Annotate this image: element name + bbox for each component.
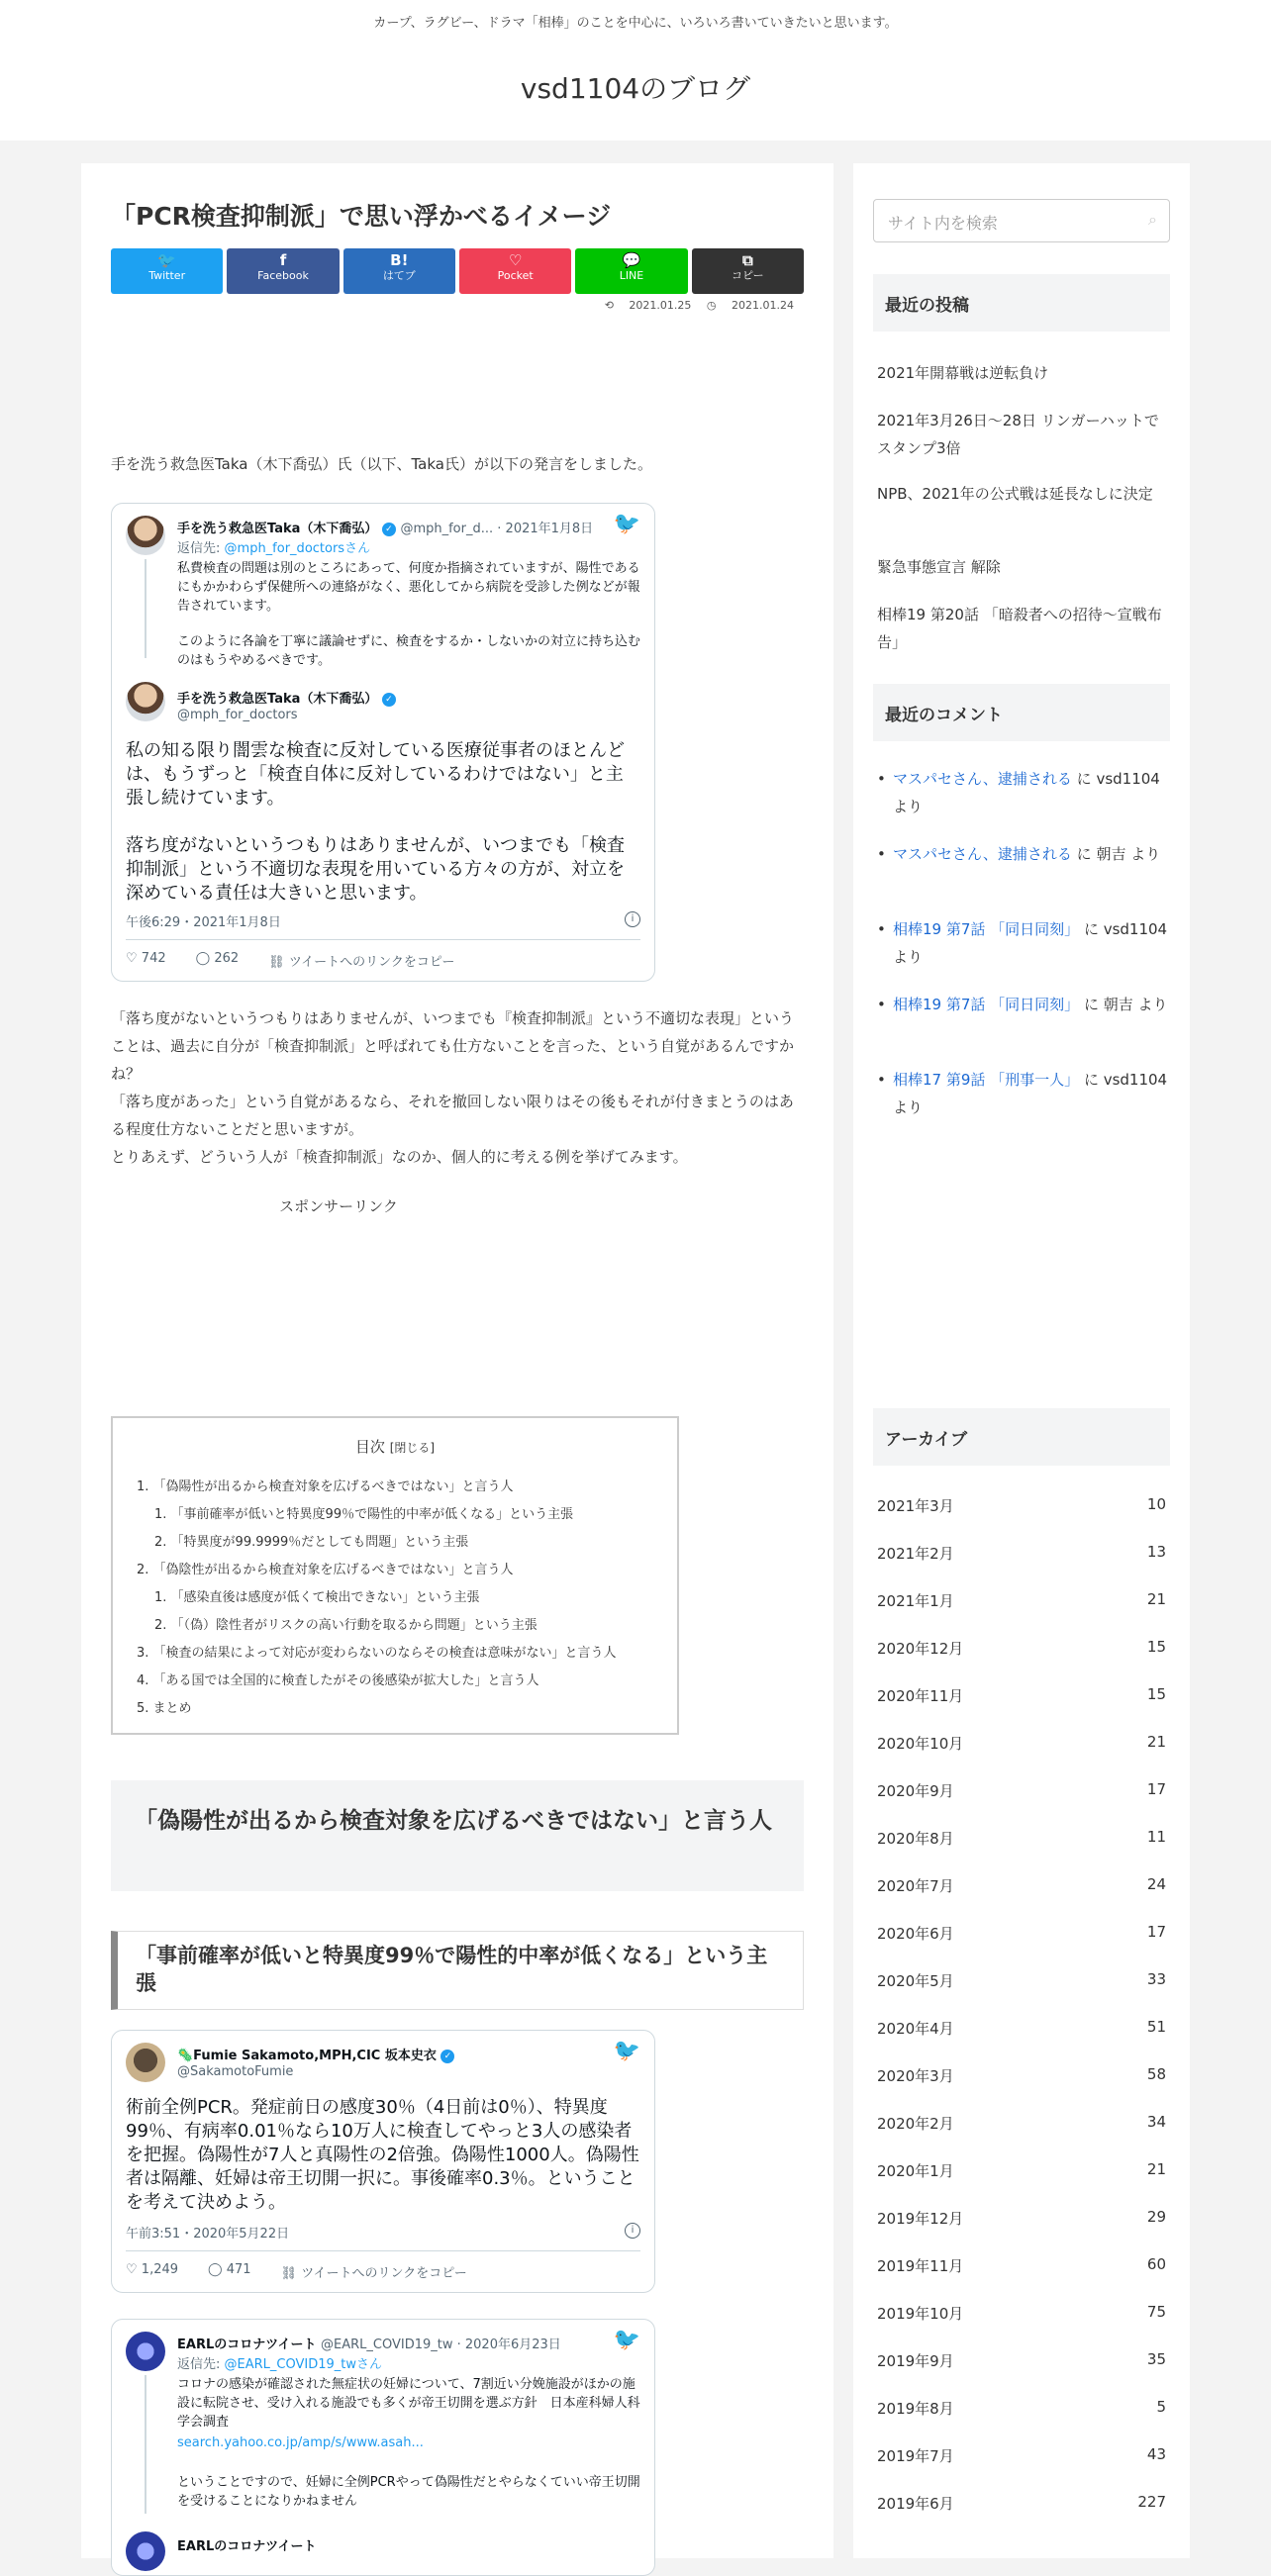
tweet-text-2: 落ち度がないというつもりはありませんが、いつまでも「検査抑制派」という不適切な表現を用いている方々の方が、対立を深めている責任は大きいと思います。 — [126, 835, 625, 904]
tweet-link[interactable]: search.yahoo.co.jp/amp/s/www.asah... — [177, 2435, 424, 2450]
archive-month: 2021年3月 — [877, 1497, 954, 1515]
site-title[interactable]: vsd1104のブログ — [520, 72, 751, 105]
toc-item[interactable]: 3. 「検査の結果によって対応が変わらないのならその検査は意味がない」と言う人 — [137, 1646, 617, 1661]
thread-line — [145, 559, 147, 658]
archive-month: 2020年7月 — [877, 1877, 954, 1895]
tweet-author[interactable]: EARLのコロナツイート — [177, 2539, 317, 2554]
share-button-twitter[interactable] — [111, 248, 223, 294]
copy-link-button[interactable]: ⛓ ツイートへのリンクをコピー — [268, 955, 455, 970]
share-label: LINE — [619, 269, 644, 282]
comment-post-link[interactable]: 相棒19 第7話 「同日同刻」 — [893, 920, 1080, 938]
archive-month: 2021年2月 — [877, 1545, 954, 1563]
toc-item[interactable]: 5. まとめ — [137, 1701, 192, 1716]
toc-toggle[interactable]: [閉じる] — [389, 1441, 436, 1455]
comment-post-link[interactable]: 相棒19 第7話 「同日同刻」 — [893, 996, 1080, 1013]
recent-post-link[interactable]: 2021年開幕戦は逆転負け — [877, 364, 1049, 382]
embedded-tweet-3[interactable] — [111, 2319, 655, 2576]
toc-item[interactable]: 1. 「偽陽性が出るから検査対象を広げるべきではない」と言う人 — [137, 1479, 514, 1494]
archive-month: 2021年1月 — [877, 1592, 954, 1610]
info-icon[interactable]: i — [625, 2223, 640, 2239]
table-of-contents — [111, 1416, 679, 1735]
archive-count: 60 — [1146, 2255, 1166, 2273]
archive-count: 58 — [1146, 2065, 1166, 2083]
archive-count: 5 — [1156, 2398, 1166, 2416]
tweet-author[interactable]: 🦠Fumie Sakamoto,MPH,CIC 坂本史衣 ✓ — [177, 2045, 454, 2063]
archive-item[interactable] — [877, 1685, 1166, 1706]
embedded-tweet-2[interactable] — [111, 2030, 655, 2293]
tweet-timestamp[interactable]: 午後6:29・2021年1月8日 — [126, 915, 281, 930]
entry-title: 「PCR検査抑制派」で思い浮かべるイメージ — [111, 202, 612, 231]
heart-icon: ♡ — [126, 951, 138, 966]
paragraph: とりあえず、どういう人が「検査抑制派」なのか、個人的に考える例を挙げてみます。 — [111, 1148, 688, 1166]
toc-item[interactable]: 2. 「（偽）陰性者がリスクの高い行動を取るから問題」という主張 — [154, 1618, 538, 1633]
recent-comment: • 相棒19 第7話 「同日同刻」 に vsd1104 より — [893, 915, 1170, 971]
twitter-bird-icon[interactable]: 🐦 — [613, 2328, 640, 2352]
avatar[interactable] — [126, 516, 165, 555]
share-label: Facebook — [257, 269, 309, 282]
share-button-はてブ[interactable] — [343, 248, 455, 294]
archive-item[interactable] — [877, 2018, 1166, 2039]
archive-item[interactable] — [877, 1543, 1166, 1564]
avatar[interactable] — [126, 682, 165, 721]
share-button-コピー[interactable] — [692, 248, 804, 294]
recent-post-link[interactable]: 緊急事態宣言 解除 — [877, 558, 1001, 576]
archive-item[interactable] — [877, 1638, 1166, 1659]
archive-count: 29 — [1146, 2208, 1166, 2226]
search-input[interactable]: サイト内を検索 ⌕ — [873, 199, 1170, 242]
archive-month: 2020年3月 — [877, 2067, 954, 2085]
share-button-facebook[interactable] — [227, 248, 339, 294]
archive-item[interactable] — [877, 1733, 1166, 1754]
toc-item[interactable]: 4. 「ある国では全国的に検査したがその後感染が拡大した」と言う人 — [137, 1673, 539, 1688]
toc-item[interactable]: 1. 「事前確率が低いと特異度99％で陽性的中率が低くなる」という主張 — [154, 1507, 574, 1522]
like-button[interactable]: ♡ 742 — [126, 951, 166, 966]
reply-tweet-text-2: このように各論を丁寧に議論せずに、検査をするか・しないかの対立に持ち込むのはもうやめるべきです。 — [177, 634, 641, 668]
archive-count: 17 — [1146, 1780, 1166, 1798]
archive-month: 2020年2月 — [877, 2115, 954, 2133]
avatar[interactable] — [126, 2332, 165, 2371]
thread-line — [145, 2375, 147, 2514]
archive-count: 24 — [1146, 1875, 1166, 1893]
pocket-icon: ♡ — [508, 251, 523, 269]
tweet-text-2: ということですので、妊婦に全例PCRやって偽陽性だとやらなくていい帝王切開を受けることになりかねません — [177, 2475, 640, 2509]
twitter-bird-icon[interactable]: 🐦 — [613, 2039, 640, 2063]
avatar[interactable] — [126, 2531, 165, 2571]
archive-count: 11 — [1146, 1828, 1166, 1846]
heart-icon: ♡ — [126, 2262, 138, 2277]
archive-item[interactable] — [877, 2255, 1166, 2276]
archive-count: 227 — [1137, 2493, 1166, 2511]
archive-item[interactable] — [877, 1923, 1166, 1944]
share-label: Twitter — [148, 269, 186, 282]
reply-to: 返信先: @EARL_COVID19_twさん — [177, 2357, 383, 2372]
tweet-author[interactable]: 手を洗う救急医Taka（木下喬弘） ✓ — [177, 688, 396, 707]
archive-month: 2020年10月 — [877, 1735, 964, 1753]
toc-item[interactable]: 1. 「感染直後は感度が低くて検出できない」という主張 — [154, 1590, 480, 1605]
archive-item[interactable] — [877, 2113, 1166, 2134]
section-heading: 「偽陽性が出るから検査対象を広げるべきではない」と言う人 — [111, 1780, 804, 1891]
reply-tweet-text-1: 私費検査の問題は別のところにあって、何度か指摘されていますが、陽性であるにもかかわらず保健所への連絡がなく、悪化してから病院を受診した例などが報告されています。 — [177, 561, 640, 614]
tweet-timestamp[interactable]: 午前3:51・2020年5月22日 — [126, 2227, 290, 2242]
archive-count: 15 — [1146, 1685, 1166, 1703]
tweet-actions — [126, 2262, 467, 2281]
share-label: はてブ — [382, 269, 416, 282]
archive-title: アーカイブ — [873, 1408, 1170, 1466]
archive-count: 75 — [1146, 2303, 1166, 2321]
archive-month: 2020年5月 — [877, 1972, 954, 1990]
archive-month: 2020年9月 — [877, 1782, 954, 1800]
comment-post-link[interactable]: マスパセさん、逮捕される — [893, 770, 1072, 788]
intro-paragraph: 手を洗う救急医Taka（木下喬弘）氏（以下、Taka氏）が以下の発言をしました。 — [111, 455, 652, 473]
recent-comments-title: 最近のコメント — [873, 684, 1170, 741]
sponsor-label: スポンサーリンク — [279, 1197, 398, 1215]
toc-item[interactable]: 2. 「偽陰性が出るから検査対象を広げるべきではない」と言う人 — [137, 1563, 514, 1577]
tweet-author[interactable]: 手を洗う救急医Taka（木下喬弘） ✓ @mph_for_d... · 2021年1月8日 — [177, 522, 594, 536]
archive-month: 2019年7月 — [877, 2447, 954, 2465]
recent-comment: • マスパセさん、逮捕される に vsd1104 より — [893, 765, 1170, 820]
reply-to: 返信先: @mph_for_doctorsさん — [177, 541, 371, 556]
archive-item[interactable] — [877, 1590, 1166, 1611]
archive-count: 43 — [1146, 2445, 1166, 2463]
line-icon: 💬 — [622, 251, 641, 269]
archive-month: 2020年11月 — [877, 1687, 964, 1705]
divider — [126, 939, 640, 940]
archive-item[interactable] — [877, 1828, 1166, 1849]
archive-count: 13 — [1146, 1543, 1166, 1561]
archive-month: 2019年11月 — [877, 2257, 964, 2275]
archive-count: 17 — [1146, 1923, 1166, 1941]
site-header — [0, 0, 1271, 141]
share-label: Pocket — [497, 269, 534, 282]
archive-item[interactable] — [877, 2398, 1166, 2419]
toc-title: 目次 [閉じる] — [354, 1438, 436, 1456]
archive-item[interactable] — [877, 2303, 1166, 2324]
archive-item[interactable] — [877, 1495, 1166, 1516]
archive-item[interactable] — [877, 1970, 1166, 1991]
archive-month: 2019年10月 — [877, 2305, 964, 2323]
embedded-tweet-1[interactable] — [111, 503, 655, 982]
archive-item[interactable] — [877, 2350, 1166, 2371]
archive-month: 2020年8月 — [877, 1830, 954, 1848]
archive-count: 34 — [1146, 2113, 1166, 2131]
archive-month: 2020年12月 — [877, 1640, 964, 1658]
copy-icon: ⧉ — [741, 251, 753, 269]
verified-icon: ✓ — [382, 523, 396, 536]
updated-date: ⟲ 2021.01.25 — [604, 299, 692, 312]
archive-item[interactable] — [877, 2493, 1166, 2514]
archive-count: 51 — [1146, 2018, 1166, 2036]
archive-count: 21 — [1146, 2160, 1166, 2178]
archive-item[interactable] — [877, 2160, 1166, 2181]
archive-item[interactable] — [877, 1780, 1166, 1801]
archive-month: 2019年8月 — [877, 2400, 954, 2418]
recent-post-link[interactable]: 相棒19 第20話 「暗殺者への招待～宣戦布告」 — [877, 606, 1162, 651]
reply-button[interactable]: ◯ 262 — [195, 951, 240, 966]
published-date: ◷ 2021.01.24 — [706, 299, 794, 312]
archive-item[interactable] — [877, 1875, 1166, 1896]
tweet-actions — [126, 951, 454, 970]
like-button[interactable]: ♡ 1,249 — [126, 2262, 179, 2277]
reply-button[interactable]: ◯ 471 — [208, 2262, 251, 2277]
recent-post-link[interactable]: NPB、2021年の公式戦は延長なしに決定 — [877, 485, 1153, 503]
archive-count: 21 — [1146, 1733, 1166, 1751]
twitter-bird-icon[interactable]: 🐦 — [613, 512, 640, 536]
tweet-text-1: コロナの感染が確認された無症状の妊婦について、7割近い分娩施設がほかの施設に転院させ、受け入れる施設でも多くが帝王切開を選ぶ方針 日本産科婦人科学会調査 — [177, 2377, 640, 2430]
tweet-handle: @SakamotoFumie — [177, 2064, 294, 2079]
comment-post-link[interactable]: 相棒17 第9話 「刑事一人」 — [893, 1071, 1080, 1089]
main-content — [81, 163, 833, 2558]
recent-comment: • 相棒17 第9話 「刑事一人」 に vsd1104 より — [893, 1066, 1170, 1121]
archive-month: 2020年4月 — [877, 2020, 954, 2038]
share-label: コピー — [732, 269, 764, 282]
paragraph: 「落ち度があった」という自覚があるなら、それを撤回しない限りはその後もそれが付きまとうのはある程度仕方ないことだと思いますが。 — [111, 1093, 794, 1138]
paragraph: 「落ち度がないというつもりはありませんが、いつまでも『検査抑制派』という不適切な表現」ということは、過去に自分が「検査抑制派」と呼ばれても仕方ないことを言った、という自覚があるんですかね？ — [111, 1009, 795, 1083]
archive-count: 21 — [1146, 1590, 1166, 1608]
tweet-text: 術前全例PCR。発症前日の感度30％（4日前は0％）、特異度99％、有病率0.01％なら10万人に検査してやっと3人の感染者を把握。偽陽性が7人と真陽性の2倍強。偽陽性1000人。偽陽性者は隔離、妊婦は帝王切開一択に。事後確率0.3％。ということを考えて決めよう。 — [126, 2097, 639, 2213]
recent-posts-title: 最近の投稿 — [873, 274, 1170, 332]
share-button-line[interactable] — [575, 248, 687, 294]
sidebar — [853, 163, 1190, 2558]
verified-icon: ✓ — [382, 693, 396, 707]
share-button-pocket[interactable] — [459, 248, 571, 294]
copy-link-button[interactable]: ⛓ ツイートへのリンクをコピー — [280, 2266, 467, 2281]
recent-post-link[interactable]: 2021年3月26日～28日 リンガーハットでスタンプ3倍 — [877, 412, 1159, 457]
archive-item[interactable] — [877, 2208, 1166, 2229]
recent-comment: • マスパセさん、逮捕される に 朝吉 より — [893, 840, 1170, 868]
link-icon: ⛓ — [268, 955, 285, 970]
hatena-icon: B! — [390, 251, 409, 269]
comment-post-link[interactable]: マスパセさん、逮捕される — [893, 845, 1072, 863]
archive-count: 10 — [1146, 1495, 1166, 1513]
archive-month: 2019年9月 — [877, 2352, 954, 2370]
search-icon[interactable]: ⌕ — [1148, 210, 1157, 229]
share-buttons — [111, 248, 804, 294]
avatar[interactable] — [126, 2043, 165, 2082]
archive-month: 2020年6月 — [877, 1925, 954, 1943]
divider — [126, 2250, 640, 2251]
tweet-handle: @mph_for_doctors — [177, 708, 298, 722]
info-icon[interactable]: i — [625, 911, 640, 927]
toc-list — [137, 1474, 617, 1723]
tweet-text-1: 私の知る限り闇雲な検査に反対している医療従事者のほとんどは、もうずっと「検査自体に反対しているわけではない」と主張し続けています。 — [126, 740, 625, 809]
archive-count: 33 — [1146, 1970, 1166, 1988]
archive-item[interactable] — [877, 2445, 1166, 2466]
comment-icon: ◯ — [208, 2262, 223, 2277]
archive-month: 2019年12月 — [877, 2210, 964, 2228]
archive-count: 15 — [1146, 1638, 1166, 1656]
toc-item[interactable]: 2. 「特異度が99.9999％だとしても問題」という主張 — [154, 1535, 469, 1550]
facebook-icon: f — [279, 251, 287, 269]
twitter-icon: 🐦 — [157, 251, 176, 269]
archive-item[interactable] — [877, 2065, 1166, 2086]
tweet-author[interactable]: EARLのコロナツイート @EARL_COVID19_tw · 2020年6月23日 — [177, 2337, 561, 2352]
verified-icon: ✓ — [440, 2050, 454, 2063]
subsection-heading: 「事前確率が低いと特異度99％で陽性的中率が低くなる」という主張 — [111, 1931, 804, 2010]
archive-month: 2020年1月 — [877, 2162, 954, 2180]
archive-month: 2019年6月 — [877, 2495, 954, 2513]
post-dates — [593, 299, 794, 312]
site-tagline: カープ、ラグビー、ドラマ「相棒」のことを中心に、いろいろ書いていきたいと思います。 — [373, 16, 898, 31]
comment-icon: ◯ — [195, 951, 211, 966]
archive-count: 35 — [1146, 2350, 1166, 2368]
recent-comment: • 相棒19 第7話 「同日同刻」 に 朝吉 より — [893, 991, 1170, 1018]
link-icon: ⛓ — [280, 2266, 298, 2281]
